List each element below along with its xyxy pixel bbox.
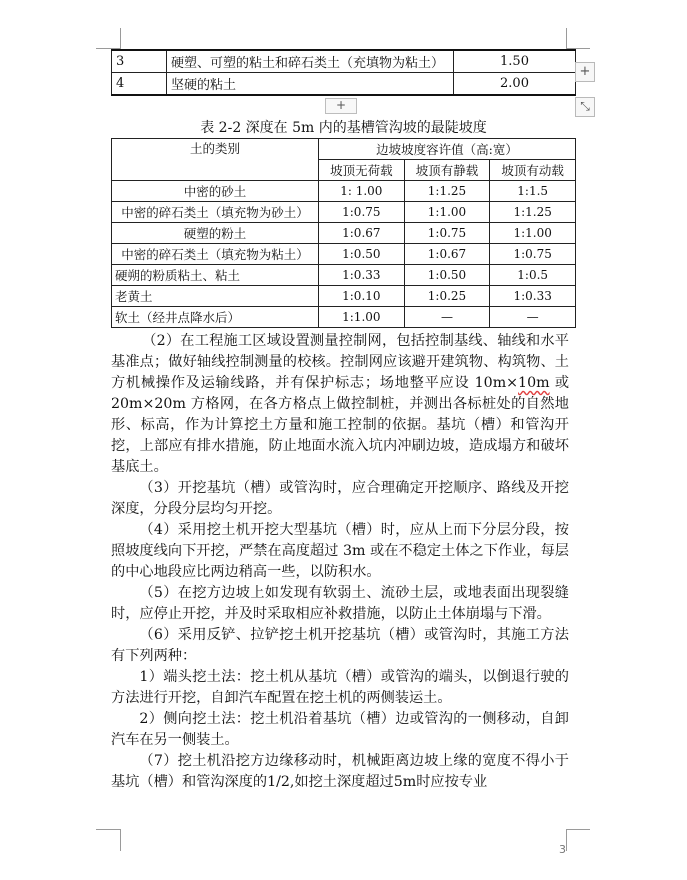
- soil-type-cell: 老黄土: [112, 286, 319, 307]
- table-row: [112, 181, 576, 202]
- add-row-button[interactable]: +: [325, 98, 357, 114]
- table-resize-handle[interactable]: ⤡: [575, 97, 595, 117]
- paragraph-3: （3）开挖基坑（槽）或管沟时，应合理确定开挖顺序、路线及开挖深度，分段分层均匀开挖。: [111, 480, 569, 517]
- value-cell: 1:0.50: [404, 265, 490, 286]
- header-slope-group: 边坡坡度容许值（高:宽）: [319, 139, 576, 160]
- table-continuation: [111, 49, 576, 96]
- value-cell: 1:0.75: [404, 223, 490, 244]
- table-caption: 表 2-2 深度在 5m 内的基槽管沟坡的最陡坡度: [200, 120, 487, 136]
- method-1: 1）端头挖土法：挖土机从基坑（槽）或管沟的端头，以倒退行驶的方法进行开挖，自卸汽车配置在挖土机的两侧装运土。: [111, 669, 569, 706]
- value-cell: 1:0.33: [490, 286, 576, 307]
- document-body: [111, 331, 569, 793]
- table-row: [112, 73, 576, 96]
- value-cell: 1:0.25: [404, 286, 490, 307]
- soil-type-cell: 坚硬的粘土: [167, 73, 454, 96]
- value-cell: 1:0.67: [404, 244, 490, 265]
- value-cell: 1: 1.00: [319, 181, 405, 202]
- value-cell: 1:1.5: [490, 181, 576, 202]
- crop-mark: [96, 829, 120, 830]
- value-cell: 1:0.75: [490, 244, 576, 265]
- soil-type-cell: 中密的砂土: [112, 181, 319, 202]
- value-cell: —: [404, 307, 490, 328]
- value-cell: 1:0.5: [490, 265, 576, 286]
- value-cell: 1:0.10: [319, 286, 405, 307]
- paragraph-6: （6）采用反铲、拉铲挖土机开挖基坑（槽）或管沟时，其施工方法有下列两种：: [111, 627, 569, 664]
- value-cell: 1:0.67: [319, 223, 405, 244]
- add-column-button[interactable]: +: [575, 62, 595, 82]
- crop-mark: [120, 28, 121, 50]
- row-number: 4: [112, 73, 167, 96]
- table-row: [112, 50, 576, 73]
- crop-mark: [566, 829, 590, 830]
- table-row: [112, 265, 576, 286]
- value-cell: 2.00: [454, 73, 576, 96]
- paragraph-2-part-c: 或 20m×20m 方格网，在各方格点上做控制桩，并测出各标桩处的自然地形、标高，作为计算挖土方量和施工控制的依据。基坑（槽）和管沟开挖，上部应有排水措施，防止地面水流入坑内冲刷边坡，造成塌方和破坏基底土。: [111, 375, 570, 475]
- value-cell: 1:1.00: [319, 307, 405, 328]
- slope-table: [111, 138, 576, 328]
- page-number: 3: [559, 843, 566, 856]
- value-cell: 1:1.00: [490, 223, 576, 244]
- table-header-row: [112, 139, 576, 160]
- value-cell: 1:1.25: [490, 202, 576, 223]
- table-row: [112, 307, 576, 328]
- value-cell: 1:0.50: [319, 244, 405, 265]
- paragraph-4: （4）采用挖土机开挖大型基坑（槽）时，应从上而下分层分段，按照坡度线向下开挖，严禁在高度超过 3m 或在不稳定土体之下作业，每层的中心地段应比两边稍高一些，以防积水。: [111, 522, 569, 580]
- crop-mark: [566, 28, 567, 50]
- method-2: 2）侧向挖土法：挖土机沿着基坑（槽）边或管沟的一侧移动，自卸汽车在另一侧装土。: [111, 711, 569, 748]
- spellcheck-flagged-text: 10m: [518, 375, 550, 391]
- header-dynamic-load: 坡顶有动载: [490, 160, 576, 181]
- value-cell: 1:0.75: [319, 202, 405, 223]
- paragraph-5: （5）在挖方边坡上如发现有软弱土、流砂土层，或地表面出现裂缝时，应停止开挖，并及时采取相应补救措施，以防止土体崩塌与下滑。: [111, 585, 569, 622]
- soil-type-cell: 中密的碎石类土（填充物为砂土）: [112, 202, 319, 223]
- header-soil-type: 土的类别: [112, 139, 319, 181]
- soil-type-cell: 硬塑的粉土: [112, 223, 319, 244]
- soil-type-cell: 硬塑、可塑的粘土和碎石类土（充填物为粘土）: [167, 50, 454, 73]
- soil-type-cell: 软土（经井点降水后）: [112, 307, 319, 328]
- table-row: [112, 286, 576, 307]
- table-row: [112, 244, 576, 265]
- value-cell: 1:1.00: [404, 202, 490, 223]
- table-row: [112, 202, 576, 223]
- table-row: [112, 223, 576, 244]
- crop-mark: [120, 829, 121, 851]
- value-cell: 1.50: [454, 50, 576, 73]
- row-number: 3: [112, 50, 167, 73]
- value-cell: 1:1.25: [404, 181, 490, 202]
- crop-mark: [566, 829, 567, 851]
- value-cell: 1:0.33: [319, 265, 405, 286]
- value-cell: —: [490, 307, 576, 328]
- paragraph-2-part-a: （2）在工程施工区域设置测量控制网，包括控制基线、轴线和水平基准点；做好轴线控制测量的校核。控制网应该避开建筑物、构筑物、土方机械操作及运输线路，并有保护标志；场地整平应设 10m×: [111, 333, 569, 391]
- paragraph-7: （7）挖土机沿挖方边缘移动时，机械距离边坡上缘的宽度不得小于基坑（槽）和管沟深度的1/2,如挖土深度超过5m时应按专业: [111, 753, 569, 790]
- header-static-load: 坡顶有静载: [404, 160, 490, 181]
- paragraph-2: [111, 331, 569, 478]
- header-no-load: 坡顶无荷载: [319, 160, 405, 181]
- soil-type-cell: 中密的碎石类土（填充物为粘土）: [112, 244, 319, 265]
- soil-type-cell: 硬朔的粉质粘土、粘土: [112, 265, 319, 286]
